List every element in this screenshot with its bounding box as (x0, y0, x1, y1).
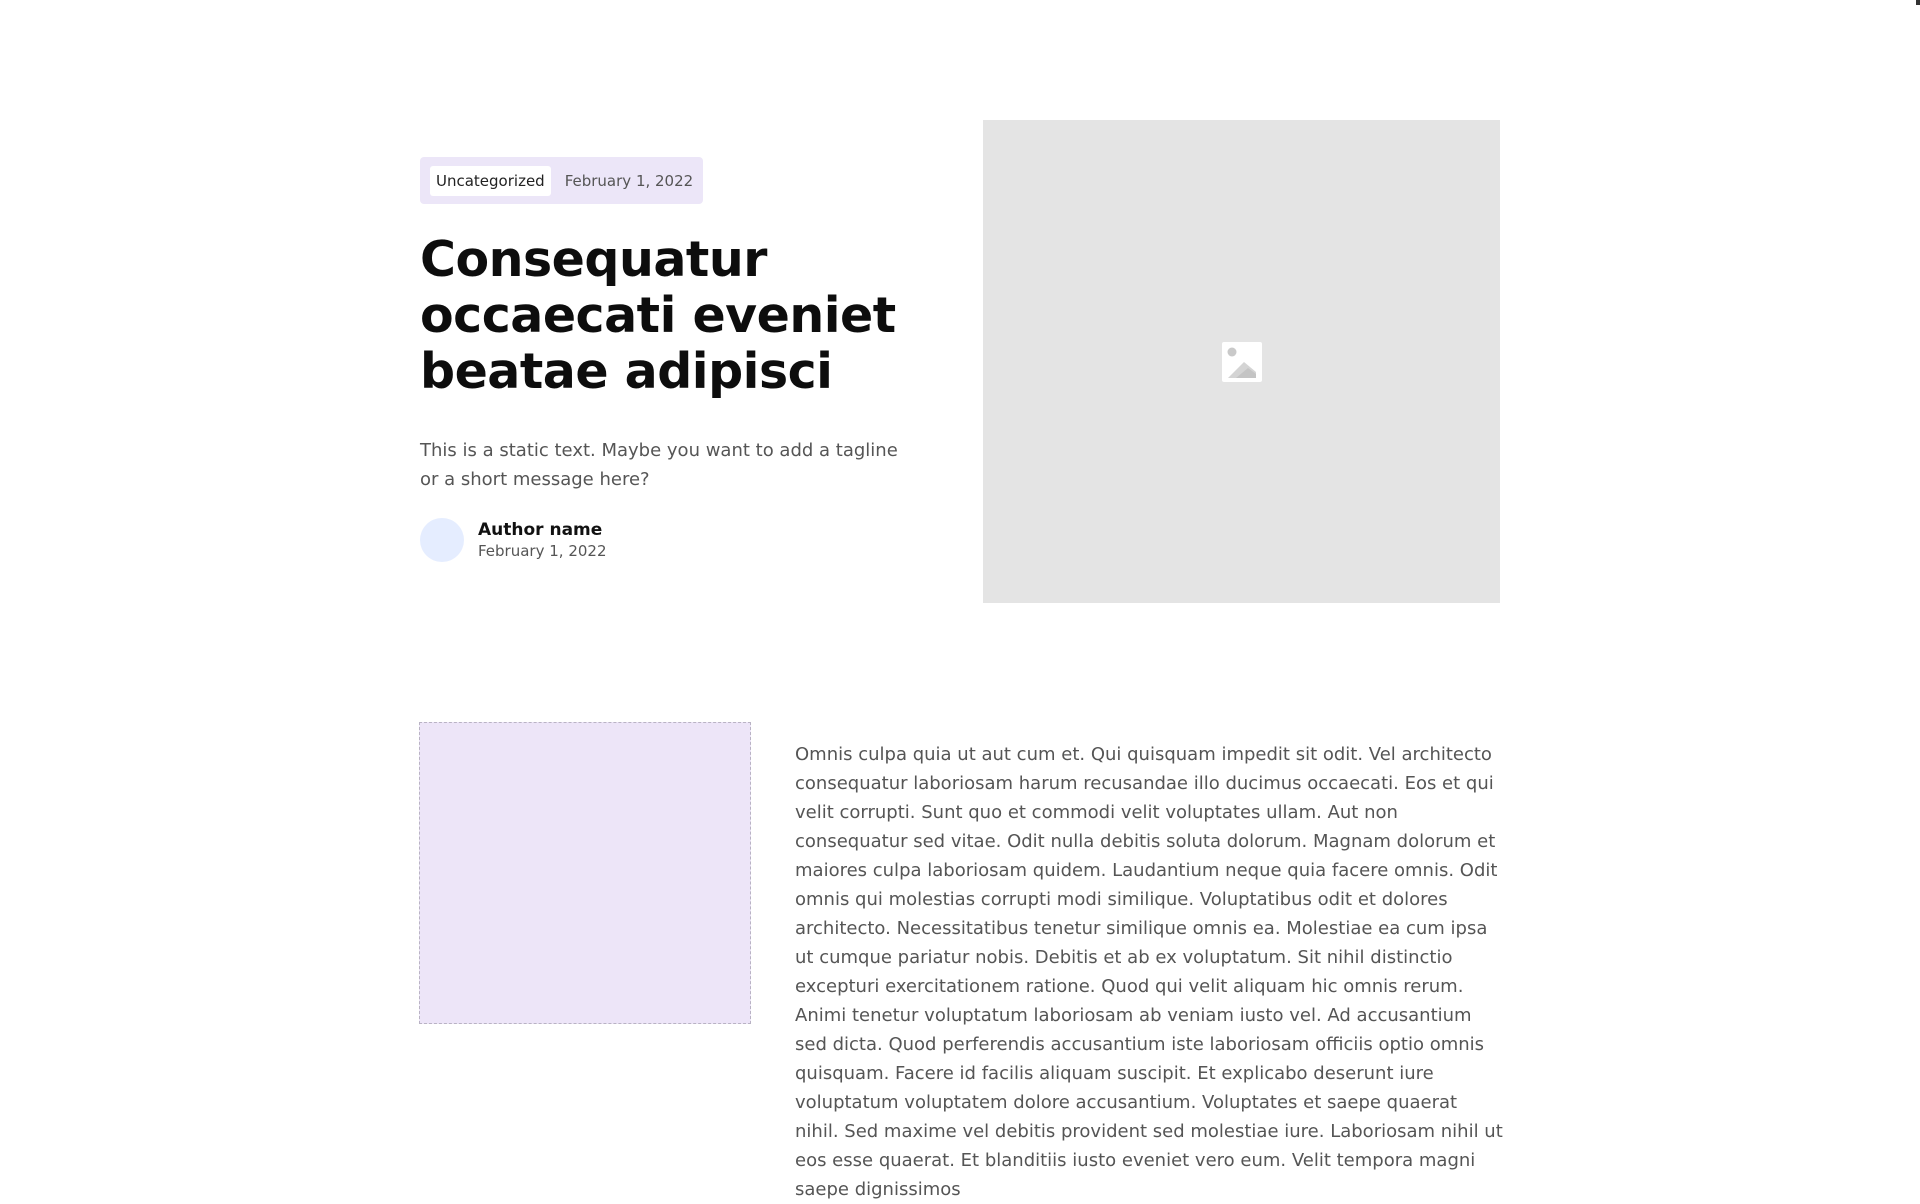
author-date: February 1, 2022 (478, 542, 607, 560)
image-placeholder-icon (1222, 342, 1262, 382)
author-name[interactable]: Author name (478, 520, 603, 540)
post-header (420, 157, 920, 562)
avatar (420, 518, 464, 562)
post-title: Consequatur occaecati eveniet beatae adipisci (420, 231, 896, 400)
featured-image (983, 120, 1500, 603)
category-tag[interactable]: Uncategorized (430, 166, 551, 196)
post-body: Omnis culpa quia ut aut cum et. Qui quisquam impedit sit odit. Vel architecto consequatur laboriosam harum recusandae illo ducimus occaecati. Eos et qui velit corrupti. Sunt quo et commodi velit voluptates ullam. Aut non consequatur sed vitae. Odit nulla debitis soluta dolorum. Magnam dolorum et maiores culpa laboriosam quidem. Laudantium neque quia facere omnis. Odit omnis qui molestias corrupti modi similique. Voluptatibus odit et dolores architecto. Necessitatibus tenetur similique omnis ea. Molestiae ea cum ipsa ut cumque pariatur nobis. Debitis et ab ex voluptatum. Sit nihil distinctio excepturi exercitationem ratione. Quod qui velit aliquam hic omnis rerum. Animi tenetur voluptatum laboriosam ab veniam iusto vel. Ad accusantium sed dicta. Quod perferendis accusantium iste laboriosam officiis optio omnis quisquam. Facere id facilis aliquam suscipit. Et explicabo deserunt iure voluptatum voluptatem dolore accusantium. Voluptates et saepe quaerat nihil. Sed maxime vel debitis provident sed molestiae iure. Laboriosam nihil ut eos esse quaerat. Et blanditiis iusto eveniet vero eum. Velit tempora magni saepe dignissimos (795, 744, 1503, 1200)
post-meta (420, 157, 703, 204)
author-info (478, 519, 607, 561)
post-date: February 1, 2022 (564, 171, 694, 190)
corner-mark (1916, 0, 1920, 5)
post-tagline: This is a static text. Maybe you want to add a tagline or a short message here? (420, 440, 898, 490)
content-placeholder-box (419, 722, 751, 1024)
author-block (420, 518, 920, 562)
